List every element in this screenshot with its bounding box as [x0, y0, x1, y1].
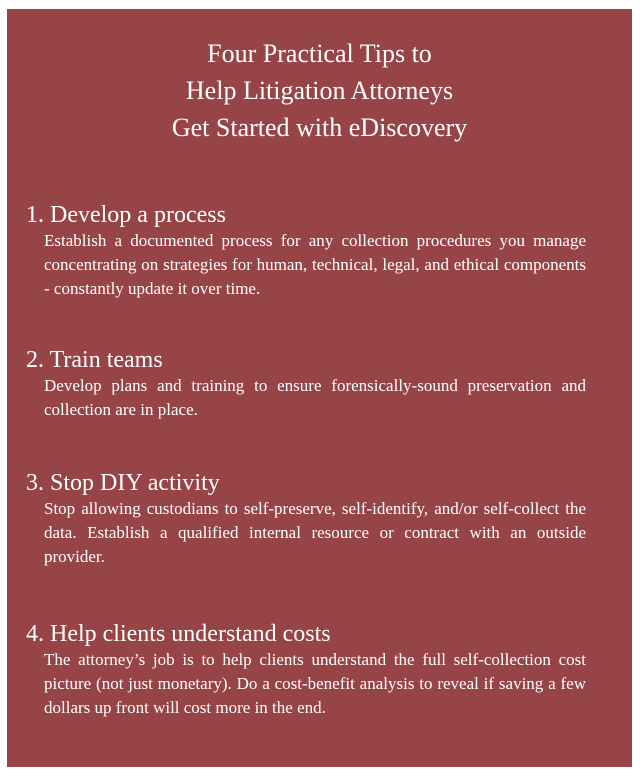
tip-heading: 4. Help clients understand costs: [26, 621, 331, 647]
tip-train-teams: [26, 346, 586, 422]
tip-heading: 1. Develop a process: [26, 202, 226, 228]
tip-stop-diy: [26, 469, 586, 569]
tip-body: Stop allowing custodians to self-preserve, self-identify, and/or self-collect the data. Establish a qualified internal resource or contract with an outside provider.: [44, 499, 586, 566]
tip-heading: 2. Train teams: [26, 347, 163, 373]
title-line-3: Get Started with eDiscovery: [171, 113, 468, 142]
tips-card: [7, 9, 632, 767]
tip-help-clients: [26, 620, 586, 720]
title-line-2: Help Litigation Attorneys: [185, 76, 454, 105]
card-title: [7, 35, 632, 146]
tip-body: Establish a documented process for any collection procedures you manage concentrating on strategies for human, technical, legal, and ethical components - constantly update it over time.: [44, 231, 586, 298]
tip-develop-process: [26, 201, 586, 301]
tip-body: The attorney’s job is to help clients understand the full self-collection cost picture (not just monetary). Do a cost-benefit analysis to reveal if saving a few dollars up front will cost more in the end.: [44, 650, 586, 717]
tip-heading: 3. Stop DIY activity: [26, 470, 220, 496]
tip-body: Develop plans and training to ensure forensically-sound preservation and collection are in place.: [44, 376, 586, 419]
title-line-1: Four Practical Tips to: [207, 39, 432, 68]
